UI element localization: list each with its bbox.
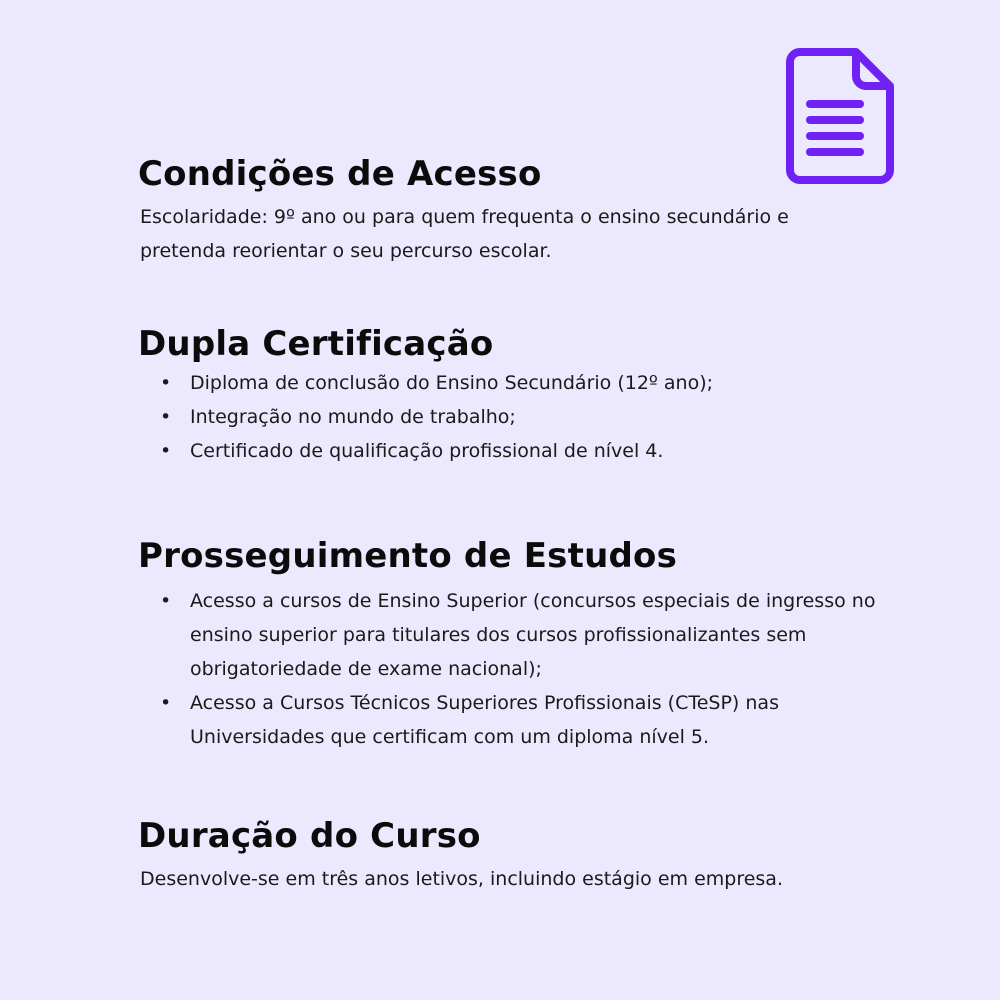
section-text: Desenvolve-se em três anos letivos, incluindo estágio em empresa. — [140, 868, 783, 890]
list-item: • Acesso a cursos de Ensino Superior (concursos especiais de ingresso no ensino superior para titulares dos cursos profissionalizantes sem obrigatoriedade de exame nacional); — [160, 590, 876, 680]
bullet-list — [138, 366, 898, 468]
bullet-list — [138, 584, 898, 754]
section-title: Condições de Acesso — [138, 154, 542, 194]
section-dual-certification — [138, 324, 898, 468]
list-item: • Certificado de qualificação profissional de nível 4. — [160, 440, 664, 462]
section-title: Duração do Curso — [138, 816, 481, 856]
section-title: Dupla Certificação — [138, 324, 494, 364]
list-item: • Integração no mundo de trabalho; — [160, 406, 516, 428]
list-item: • Acesso a Cursos Técnicos Superiores Profissionais (CTeSP) nas Universidades que certificam com um diploma nível 5. — [160, 692, 779, 748]
list-item: • Diploma de conclusão do Ensino Secundário (12º ano); — [160, 372, 714, 394]
section-title: Prosseguimento de Estudos — [138, 536, 678, 576]
section-course-duration — [138, 816, 898, 896]
section-access-conditions — [138, 154, 898, 268]
section-further-studies — [138, 536, 898, 754]
section-text: Escolaridade: 9º ano ou para quem frequenta o ensino secundário e pretenda reorientar o seu percurso escolar. — [140, 206, 789, 262]
